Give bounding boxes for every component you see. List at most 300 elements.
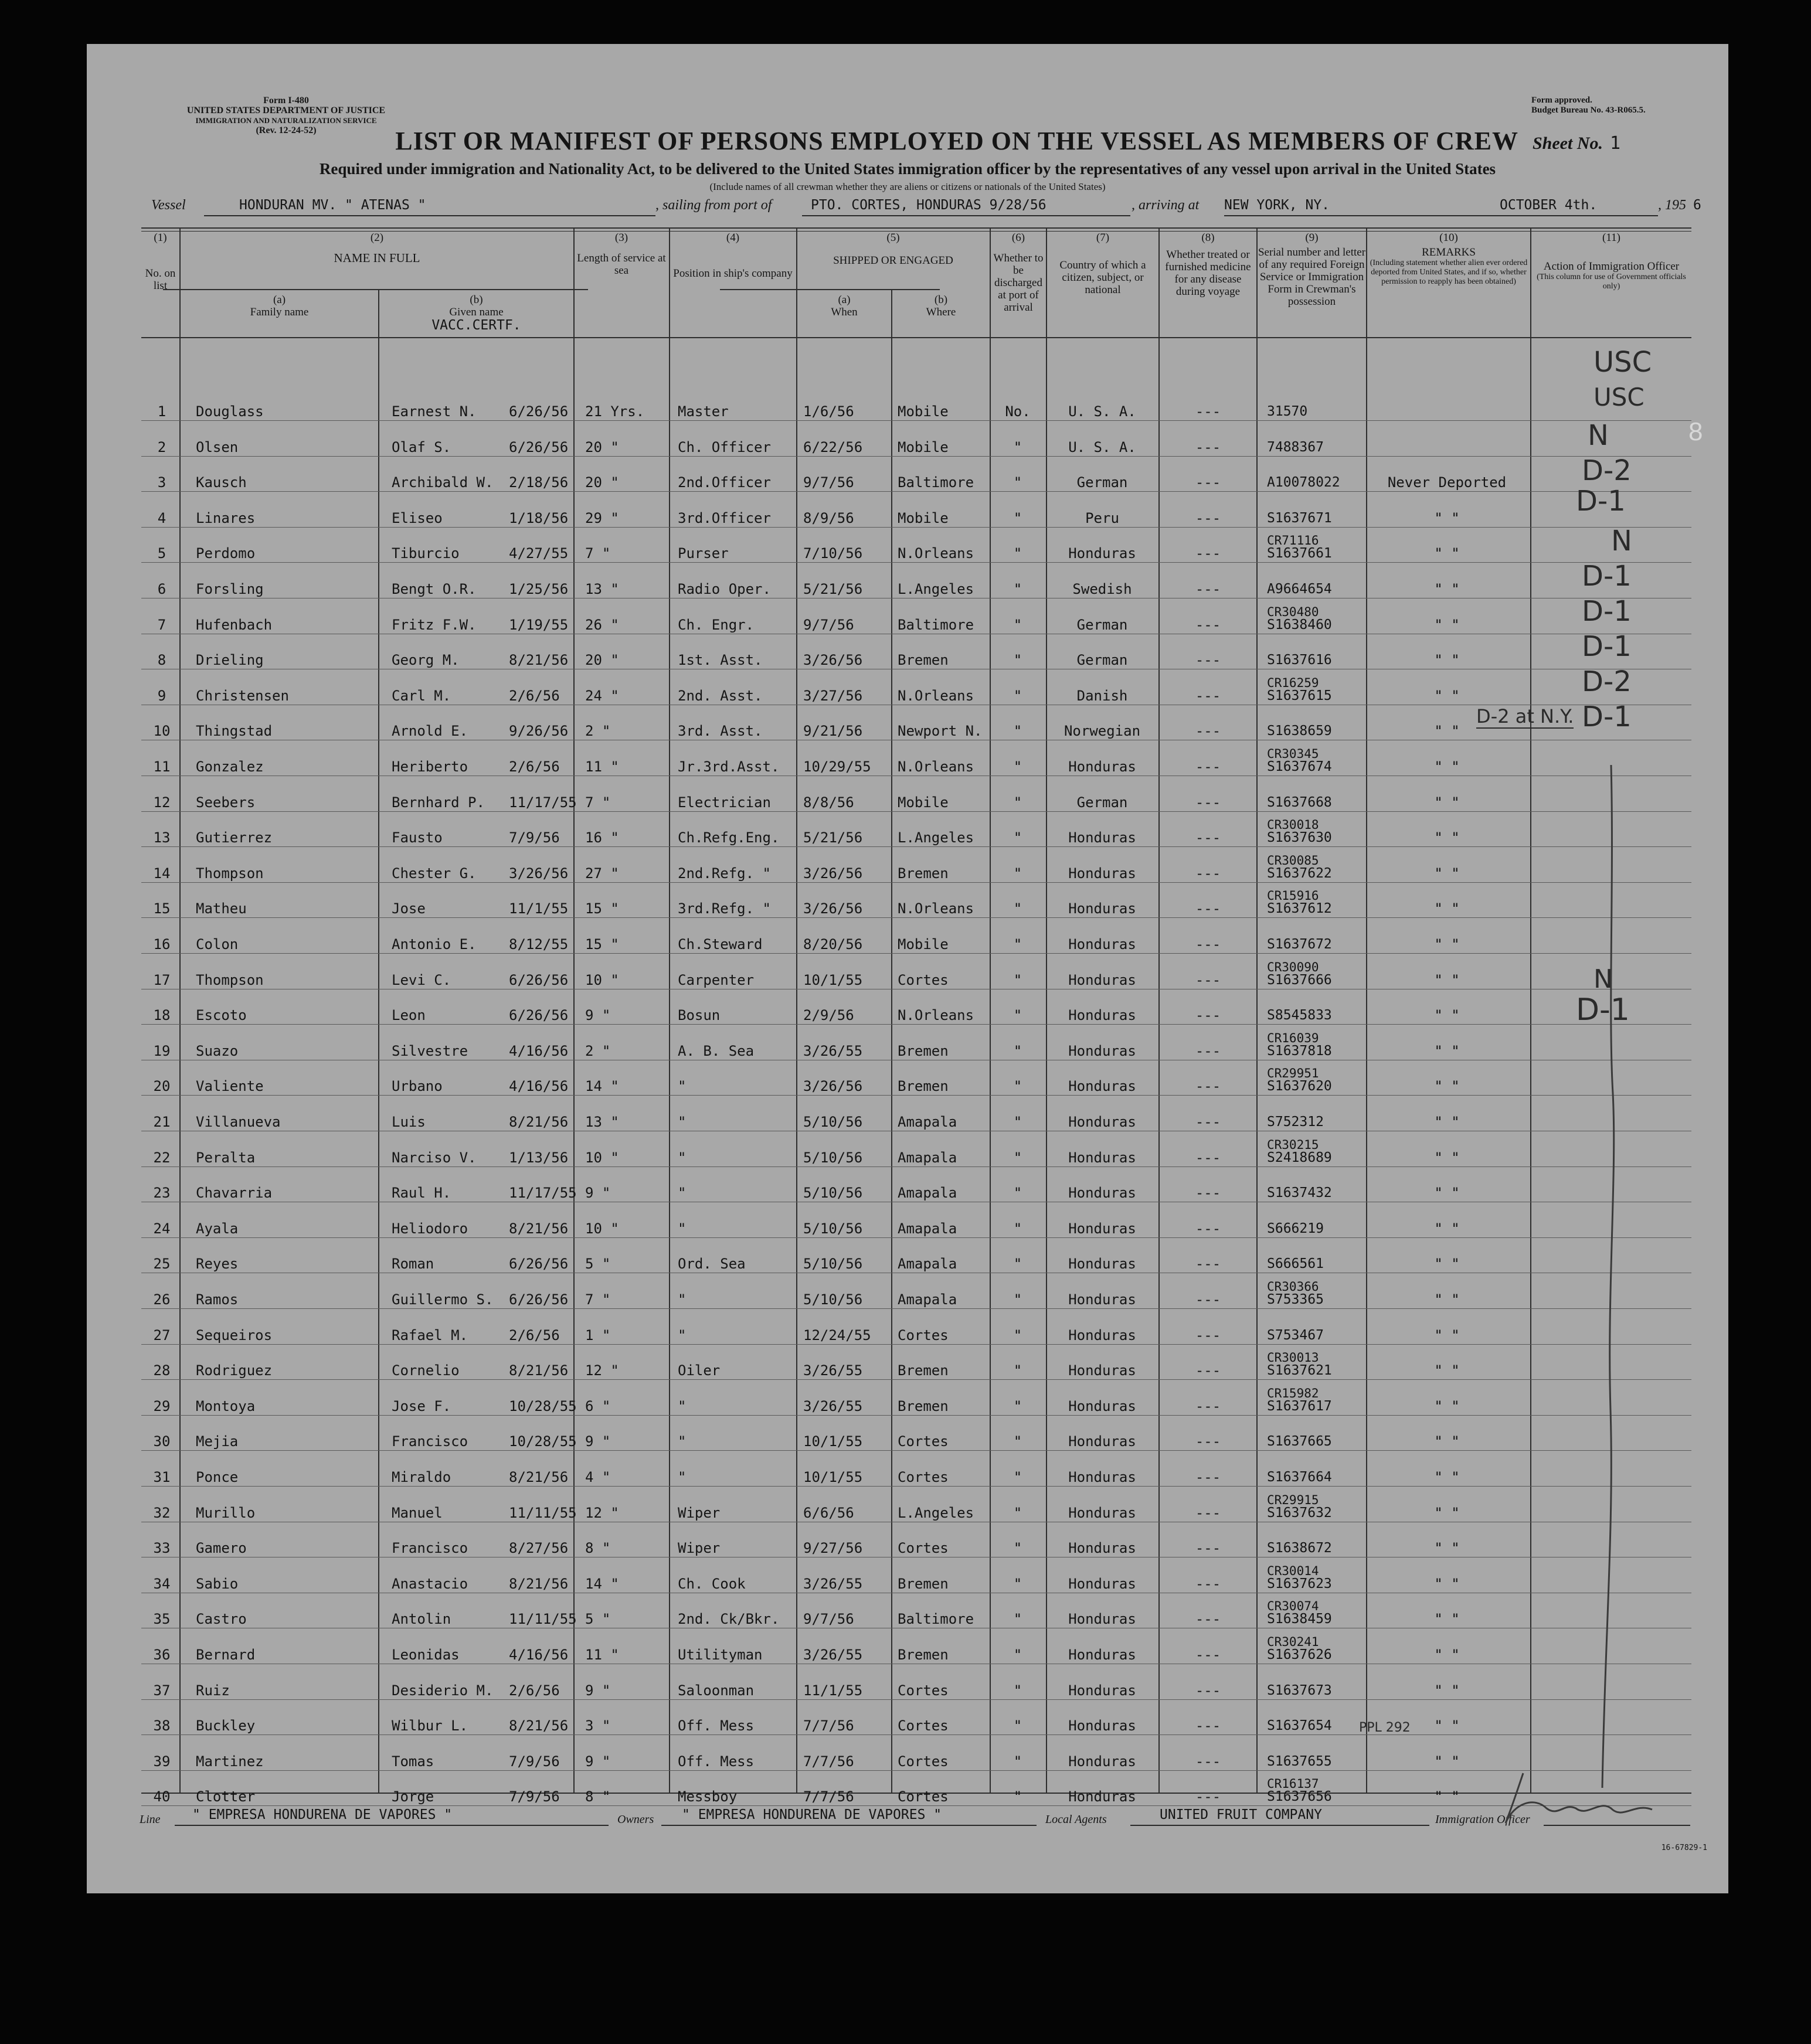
side-page-number: 8 [1688, 417, 1703, 446]
cell-nation: U. S. A. [1068, 438, 1136, 455]
cell-position: A. B. Sea [678, 1042, 755, 1059]
cell-nation: Honduras [1068, 1114, 1136, 1130]
cell-serial-main: S1637673 [1267, 1682, 1332, 1698]
cell-when: 3/26/55 [803, 1397, 863, 1414]
cell-family: Colon [196, 936, 239, 953]
cell-position: Ch.Refg.Eng. [678, 829, 780, 846]
cell-vacc: 11/11/55 [509, 1611, 577, 1628]
cell-given: Arnold E. [392, 723, 468, 740]
vessel-label: Vessel [151, 198, 186, 213]
cell-nation: Honduras [1068, 936, 1136, 953]
cell-vacc: 10/28/55 [509, 1397, 577, 1414]
col5a-index: (a) [838, 294, 851, 306]
cell-serial-main: S1637615 [1267, 688, 1332, 703]
cell-given: Antonio E. [392, 936, 477, 953]
cell-family: Hufenbach [196, 616, 273, 633]
sheet-value: 1 [1610, 133, 1621, 154]
cell-no: 32 [153, 1504, 171, 1521]
cell-vacc: 11/11/55 [509, 1504, 577, 1521]
cell-nation: Honduras [1068, 1717, 1136, 1734]
cell-serial-main: S1637654 [1267, 1718, 1332, 1734]
cell-where: Mobile [898, 403, 949, 420]
cell-remarks: " " [1434, 900, 1460, 917]
cell-family: Thingstad [196, 723, 273, 740]
col8-label: Whether treated or furnished medicine for any disease during voyage [1165, 249, 1251, 298]
cell-when: 2/9/56 [803, 1007, 854, 1024]
cell-no: 29 [153, 1397, 171, 1414]
cell-serial-top: CR29915 [1267, 1492, 1319, 1507]
cell-remarks: " " [1434, 1647, 1460, 1663]
cell-remarks: " " [1434, 581, 1460, 597]
cell-length: 9 " [585, 1682, 611, 1699]
officer-mark-19: D-1 [1576, 992, 1630, 1028]
cell-family: Murillo [196, 1504, 256, 1521]
cell-discharged: " [1013, 1007, 1022, 1024]
cell-position: Wiper [678, 1540, 721, 1557]
cell-serial [1267, 675, 1332, 704]
cell-no: 12 [153, 794, 171, 811]
cell-family: Thompson [196, 865, 264, 882]
cell-given: Urbano [392, 1078, 443, 1095]
cell-when: 3/26/55 [803, 1042, 863, 1059]
cell-position: " [678, 1220, 687, 1237]
col10-note: (Including statement whether alien ever ordered deported from United States, and if so, whether permission to reapply has been obtained) [1370, 259, 1528, 286]
row-rule [141, 420, 1691, 421]
cell-serial-top: CR30018 [1267, 818, 1319, 832]
cell-serial-main: S1637664 [1267, 1470, 1332, 1485]
cell-position: Purser [678, 545, 729, 562]
col6-index: (6) [1011, 232, 1025, 244]
cell-medicine: --- [1195, 1256, 1221, 1273]
cell-discharged: " [1013, 581, 1022, 597]
cell-serial-top: CR71116 [1267, 533, 1319, 548]
cell-nation: Honduras [1068, 829, 1136, 846]
row-rule [141, 882, 1691, 883]
cell-vacc: 8/21/56 [509, 1469, 569, 1485]
cell-given: Luis [392, 1114, 426, 1130]
cell-nation: Honduras [1068, 1007, 1136, 1024]
cell-given: Fausto [392, 829, 443, 846]
cell-nation: Honduras [1068, 1149, 1136, 1166]
cell-vacc: 2/6/56 [509, 687, 560, 704]
agents-value: UNITED FRUIT COMPANY [1160, 1807, 1322, 1822]
cell-vacc: 10/28/55 [509, 1433, 577, 1450]
officer-note-11: D-2 at N.Y. [1476, 705, 1574, 727]
cell-when: 5/21/56 [803, 829, 863, 846]
row-rule [141, 1379, 1691, 1380]
cell-remarks: Never Deported [1387, 474, 1507, 491]
cell-vacc: 6/26/56 [509, 1256, 569, 1273]
cell-discharged: " [1013, 1575, 1022, 1592]
cell-serial-main: S1637622 [1267, 865, 1332, 881]
cell-medicine: --- [1195, 1504, 1221, 1521]
footer [140, 1807, 1722, 1831]
cell-position: Oiler [678, 1362, 721, 1379]
cell-when: 5/10/56 [803, 1256, 863, 1273]
col2b-label: Given name [449, 306, 504, 318]
cell-discharged: " [1013, 1753, 1022, 1770]
cell-serial-main: S1637626 [1267, 1647, 1332, 1662]
cell-length: 9 " [585, 1433, 611, 1450]
cell-nation: Honduras [1068, 1788, 1136, 1805]
cell-no: 10 [153, 723, 171, 740]
cell-position: 3rd.Refg. " [678, 900, 771, 917]
subnote: (Include names of all crewman whether they are aliens or citizens or nationals of the United States) [709, 181, 1106, 192]
officer-mark-4: D-2 [1582, 454, 1632, 487]
col4-header [670, 232, 796, 280]
form-approved: Form approved. [1531, 96, 1592, 105]
cell-nation: Peru [1085, 509, 1119, 526]
cell-serial-top: CR30085 [1267, 853, 1319, 868]
cell-given: Wilbur L. [392, 1717, 468, 1734]
col5-label: SHIPPED OR ENGAGED [833, 254, 953, 267]
cell-where: N.Orleans [898, 687, 974, 704]
cell-position: Utilityman [678, 1647, 763, 1663]
cell-when: 3/26/56 [803, 900, 863, 917]
cell-where: L.Angeles [898, 829, 974, 846]
cell-length: 11 " [585, 1647, 619, 1663]
cell-remarks: " " [1434, 971, 1460, 988]
cell-serial [1267, 960, 1332, 988]
cell-discharged: " [1013, 1362, 1022, 1379]
cell-nation: Honduras [1068, 865, 1136, 882]
cell-length: 12 " [585, 1362, 619, 1379]
cell-serial-main: S1638460 [1267, 617, 1332, 632]
cell-discharged: " [1013, 687, 1022, 704]
cell-remarks: " " [1434, 829, 1460, 846]
cell-position: " [678, 1185, 687, 1202]
cell-nation: Danish [1076, 687, 1128, 704]
cell-nation: Honduras [1068, 1220, 1136, 1237]
cell-serial-top: CR30014 [1267, 1563, 1319, 1578]
form-number: Form I-480 [263, 96, 309, 106]
cell-where: Bremen [898, 1078, 949, 1095]
cell-no: 24 [153, 1220, 171, 1237]
cell-nation: Honduras [1068, 1327, 1136, 1344]
cell-serial [1267, 853, 1332, 882]
cell-where: N.Orleans [898, 759, 974, 775]
cell-family: Martinez [196, 1753, 264, 1770]
cell-medicine: --- [1195, 474, 1221, 491]
cell-position: " [678, 1291, 687, 1308]
cell-family: Matheu [196, 900, 247, 917]
cell-medicine: --- [1195, 1433, 1221, 1450]
cell-medicine: --- [1195, 1611, 1221, 1628]
row-rule [141, 1415, 1691, 1416]
cell-remarks: " " [1434, 1540, 1460, 1557]
row-rule [141, 1095, 1691, 1096]
cell-where: Cortes [898, 1788, 949, 1805]
cell-given: Earnest N. [392, 403, 477, 420]
row-rule [141, 1024, 1691, 1025]
col9-header [1258, 232, 1366, 308]
cell-where: L.Angeles [898, 581, 974, 597]
col9-label: Serial number and letter of any required Foreign Service or Immigration Form in Crewman's possession [1258, 246, 1366, 308]
cell-given: Tomas [392, 1753, 434, 1770]
manifest-document [87, 44, 1728, 1893]
cell-when: 7/7/56 [803, 1753, 854, 1770]
cell-vacc: 6/26/56 [509, 1291, 569, 1308]
cell-where: N.Orleans [898, 1007, 974, 1024]
cell-given: Carl M. [392, 687, 451, 704]
cell-discharged: " [1013, 1540, 1022, 1557]
cell-family: Villanueva [196, 1114, 281, 1130]
cell-remarks: " " [1434, 1185, 1460, 1202]
cell-vacc: 1/25/56 [509, 581, 569, 597]
cell-where: Amapala [898, 1291, 957, 1308]
cell-length: 7 " [585, 1291, 611, 1308]
cell-nation: German [1076, 474, 1128, 491]
cell-where: Bremen [898, 1647, 949, 1663]
cell-position: Off. Mess [678, 1753, 755, 1770]
cell-given: Heriberto [392, 759, 468, 775]
cell-nation: Honduras [1068, 971, 1136, 988]
col11-label: Action of Immigration Officer [1543, 260, 1680, 273]
cell-vacc: 7/9/56 [509, 1753, 560, 1770]
cell-discharged: " [1013, 1717, 1022, 1734]
cell-serial [1267, 1492, 1332, 1521]
cell-no: 2 [157, 438, 167, 455]
col2a-label: Family name [250, 306, 309, 318]
cell-given: Guillermo S. [392, 1291, 494, 1308]
cell-length: 1 " [585, 1327, 611, 1344]
cell-remarks: " " [1434, 1149, 1460, 1166]
cell-remarks: " " [1434, 1575, 1460, 1592]
cell-no: 9 [157, 687, 167, 704]
budget-bureau: Budget Bureau No. 43-R065.5. [1531, 106, 1646, 115]
row-rule [141, 491, 1691, 492]
cell-given: Bengt O.R. [392, 581, 477, 597]
cell-when: 11/1/55 [803, 1682, 863, 1699]
cell-serial-main: S752312 [1267, 1114, 1324, 1130]
cell-remarks: " " [1434, 865, 1460, 882]
revision: (Rev. 12-24-52) [256, 125, 317, 135]
col2a-header [181, 294, 378, 318]
cell-serial [1267, 1433, 1332, 1450]
cell-given: Archibald W. [392, 474, 494, 491]
cell-discharged: " [1013, 1078, 1022, 1095]
cell-given: Francisco [392, 1433, 468, 1450]
cell-length: 12 " [585, 1504, 619, 1521]
cell-vacc: 8/27/56 [509, 1540, 569, 1557]
cell-remarks: " " [1434, 1753, 1460, 1770]
col2a-index: (a) [273, 294, 286, 306]
cell-no: 3 [157, 474, 167, 491]
cell-no: 35 [153, 1611, 171, 1628]
cell-vacc: 4/16/56 [509, 1078, 569, 1095]
cell-serial [1267, 403, 1307, 420]
cell-position: 1st. Asst. [678, 652, 763, 669]
cell-nation: Norwegian [1064, 723, 1141, 740]
col7-label: Country of which a citizen, subject, or national [1059, 259, 1146, 296]
cell-length: 21 Yrs. [585, 403, 645, 420]
cell-remarks: " " [1434, 1504, 1460, 1521]
cell-where: Mobile [898, 794, 949, 811]
cell-discharged: " [1013, 900, 1022, 917]
cell-no: 40 [153, 1788, 171, 1805]
col11-header [1531, 232, 1691, 291]
cell-when: 12/24/55 [803, 1327, 871, 1344]
cell-where: Baltimore [898, 1611, 974, 1628]
cell-given: Narciso V. [392, 1149, 477, 1166]
cell-discharged: " [1013, 1291, 1022, 1308]
cell-medicine: --- [1195, 900, 1221, 917]
cell-given: Jose F. [392, 1397, 451, 1414]
cell-serial-main: S1638459 [1267, 1611, 1332, 1627]
cell-where: L.Angeles [898, 1504, 974, 1521]
cell-discharged: " [1013, 545, 1022, 562]
cell-remarks: " " [1434, 1397, 1460, 1414]
cell-given: Jorge [392, 1788, 434, 1805]
officer-mark-6: N [1611, 525, 1632, 557]
line-value: " EMPRESA HONDURENA DE VAPORES " [192, 1807, 453, 1822]
cell-given: Leonidas [392, 1647, 460, 1663]
cell-medicine: --- [1195, 1078, 1221, 1095]
cell-serial-main: A9664654 [1267, 581, 1332, 597]
cell-given: Fritz F.W. [392, 616, 477, 633]
arrival-port: NEW YORK, NY. [1224, 198, 1330, 213]
cell-vacc: 1/13/56 [509, 1149, 569, 1166]
cell-length: 16 " [585, 829, 619, 846]
cell-discharged: " [1013, 652, 1022, 669]
col2b-index: (b) [470, 294, 483, 306]
col3-label: Length of service at sea [577, 252, 666, 277]
row-rule [141, 846, 1691, 847]
col10-label: REMARKS [1422, 246, 1476, 259]
cell-remarks: " " [1434, 1717, 1460, 1734]
cell-medicine: --- [1195, 403, 1221, 420]
cell-when: 9/7/56 [803, 616, 854, 633]
cell-nation: U. S. A. [1068, 403, 1136, 420]
cell-family: Sequeiros [196, 1327, 273, 1344]
cell-medicine: --- [1195, 936, 1221, 953]
cell-serial [1267, 533, 1332, 562]
cell-family: Castro [196, 1611, 247, 1628]
cell-remarks: " " [1434, 723, 1460, 740]
col3-header [575, 232, 668, 277]
cell-when: 9/27/56 [803, 1540, 863, 1557]
cell-position: Ch.Steward [678, 936, 763, 953]
cell-length: 7 " [585, 545, 611, 562]
year-digit: 6 [1693, 198, 1701, 213]
cell-nation: Swedish [1072, 581, 1132, 597]
col5b-header [892, 294, 990, 318]
cell-medicine: --- [1195, 438, 1221, 455]
cell-when: 5/10/56 [803, 1220, 863, 1237]
department: UNITED STATES DEPARTMENT OF JUSTICE [186, 106, 386, 115]
cell-remarks: " " [1434, 1256, 1460, 1273]
cell-length: 15 " [585, 936, 619, 953]
cell-serial-main: S1637674 [1267, 759, 1332, 774]
cell-medicine: --- [1195, 1042, 1221, 1059]
col5b-label: Where [926, 306, 956, 318]
cell-length: 15 " [585, 900, 619, 917]
cell-family: Gutierrez [196, 829, 273, 846]
cell-vacc: 4/16/56 [509, 1647, 569, 1663]
cell-length: 8 " [585, 1540, 611, 1557]
cell-family: Kausch [196, 474, 247, 491]
cell-vacc: 2/6/56 [509, 759, 560, 775]
cell-vacc: 6/26/56 [509, 438, 569, 455]
cell-nation: German [1076, 794, 1128, 811]
cell-where: Amapala [898, 1149, 957, 1166]
row-rule [141, 1237, 1691, 1238]
cell-position: Ch. Cook [678, 1575, 746, 1592]
cell-serial [1267, 1469, 1332, 1485]
cell-no: 21 [153, 1114, 171, 1130]
cell-remarks: " " [1434, 759, 1460, 775]
cell-nation: Honduras [1068, 1362, 1136, 1379]
cell-where: Cortes [898, 1327, 949, 1344]
cell-where: Cortes [898, 1433, 949, 1450]
cell-given: Heliodoro [392, 1220, 468, 1237]
line-label: Line [140, 1813, 161, 1826]
cell-no: 16 [153, 936, 171, 953]
cell-discharged: " [1013, 1504, 1022, 1521]
cell-given: Leon [392, 1007, 426, 1024]
cell-serial-main: S1637672 [1267, 937, 1332, 952]
cell-discharged: " [1013, 794, 1022, 811]
cell-position: Carpenter [678, 971, 755, 988]
officer-signature [1494, 1767, 1670, 1832]
cell-medicine: --- [1195, 1220, 1221, 1237]
sailing-port: PTO. CORTES, HONDURAS 9/28/56 [811, 198, 1046, 213]
officer-mark-3: N [1588, 419, 1609, 452]
row-rule [141, 953, 1691, 954]
cell-given: Tiburcio [392, 545, 460, 562]
cell-where: N.Orleans [898, 900, 974, 917]
cell-remarks: " " [1434, 1682, 1460, 1699]
cell-discharged: " [1013, 474, 1022, 491]
cell-length: 6 " [585, 1397, 611, 1414]
cell-serial-main: S1637661 [1267, 546, 1332, 562]
cell-family: Drieling [196, 652, 264, 669]
cell-no: 33 [153, 1540, 171, 1557]
cell-serial [1267, 1220, 1324, 1237]
cell-discharged: " [1013, 971, 1022, 988]
cell-serial-main: S8545833 [1267, 1008, 1332, 1023]
cell-discharged: " [1013, 936, 1022, 953]
cell-no: 14 [153, 865, 171, 882]
cell-vacc: 4/27/55 [509, 545, 569, 562]
col5b-index: (b) [934, 294, 948, 306]
cell-given: Silvestre [392, 1042, 468, 1059]
row-rule [141, 1699, 1691, 1700]
cell-length: 14 " [585, 1575, 619, 1592]
cell-medicine: --- [1195, 1753, 1221, 1770]
cell-medicine: --- [1195, 1647, 1221, 1663]
cell-discharged: " [1013, 1682, 1022, 1699]
cell-no: 13 [153, 829, 171, 846]
cell-family: Montoya [196, 1397, 256, 1414]
cell-nation: Honduras [1068, 545, 1136, 562]
cell-family: Douglass [196, 403, 264, 420]
cell-where: Baltimore [898, 616, 974, 633]
cell-when: 10/1/55 [803, 1433, 863, 1450]
cell-remarks: " " [1434, 1327, 1460, 1344]
col6-label: Whether to be discharged at port of arrival [993, 252, 1044, 314]
cell-nation: Honduras [1068, 1078, 1136, 1095]
col5a-header [797, 294, 891, 318]
cell-vacc: 8/21/56 [509, 1575, 569, 1592]
col11-index: (11) [1602, 232, 1620, 244]
cell-given: Manuel [392, 1504, 443, 1521]
cell-when: 1/6/56 [803, 403, 854, 420]
cell-serial-top: CR30215 [1267, 1137, 1319, 1152]
cell-serial [1267, 1030, 1332, 1059]
cell-medicine: --- [1195, 1397, 1221, 1414]
cell-position: 2nd. Ck/Bkr. [678, 1611, 780, 1628]
